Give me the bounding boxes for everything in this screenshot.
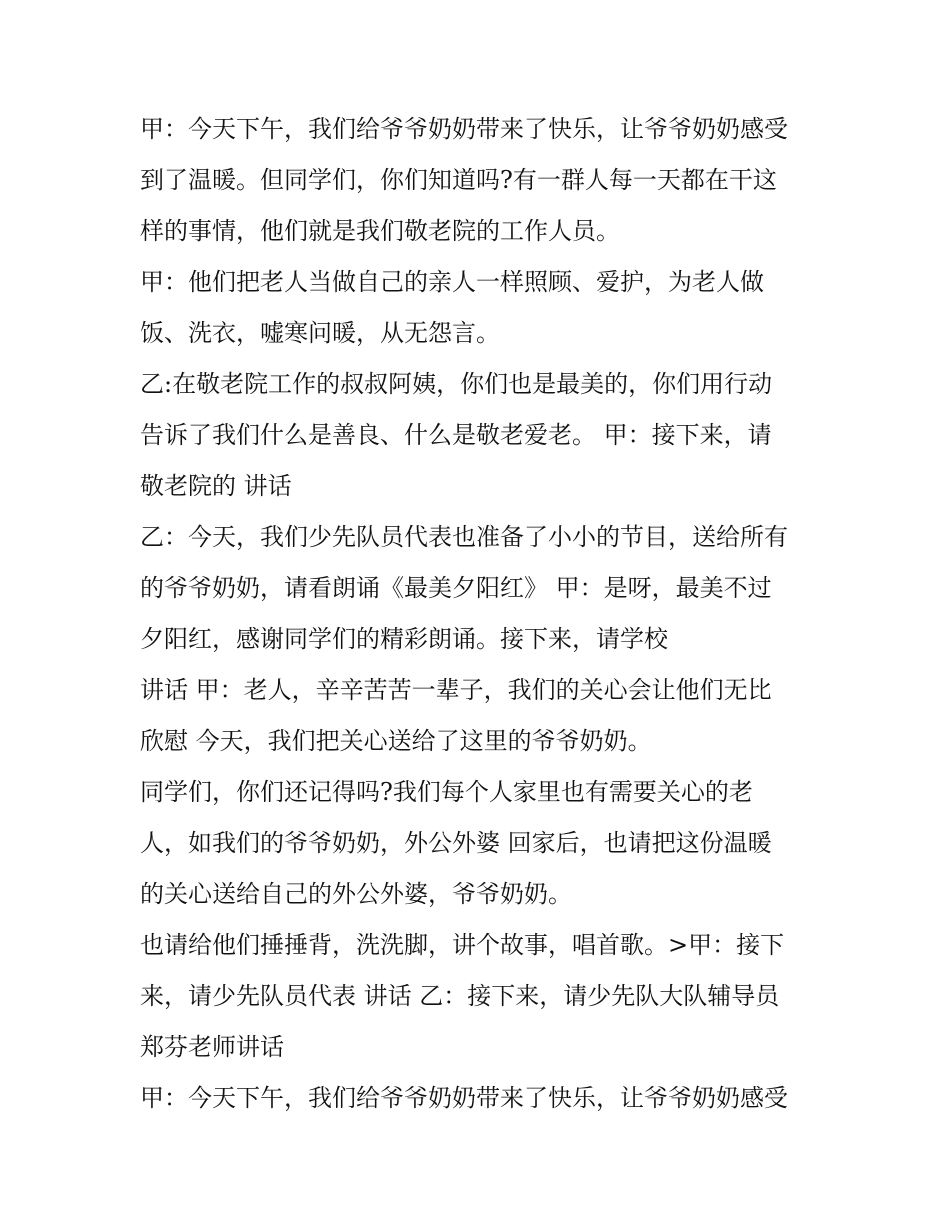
text-line: 欣慰 今天，我们把关心送给了这里的爷爷奶奶。: [140, 727, 652, 755]
text-line: 讲话 甲：老人，辛辛苦苦一辈子，我们的关心会让他们无比: [140, 676, 772, 704]
text-line: 敬老院的 讲话: [140, 472, 292, 500]
text-line: 郑芬老师讲话: [140, 1033, 284, 1061]
document-text-block: [140, 104, 840, 1124]
text-line: 样的事情，他们就是我们敬老院的工作人员。: [140, 217, 620, 245]
text-line: 告诉了我们什么是善良、什么是敬老爱老。 甲：接下来，请: [140, 421, 772, 449]
text-line: 的爷爷奶奶，请看朗诵《最美夕阳红》 甲：是呀，最美不过: [140, 574, 772, 602]
text-line: 来，请少先队员代表 讲话 乙：接下来，请少先队大队辅导员: [140, 982, 780, 1010]
text-line: 甲：他们把老人当做自己的亲人一样照顾、爱护，为老人做: [140, 268, 764, 296]
text-line: 甲：今天下午，我们给爷爷奶奶带来了快乐，让爷爷奶奶感受: [140, 1084, 788, 1112]
text-line: 也请给他们捶捶背，洗洗脚，讲个故事，唱首歌。>甲：接下: [140, 931, 785, 959]
text-line: 夕阳红，感谢同学们的精彩朗诵。接下来，请学校: [140, 625, 668, 653]
text-line: 的关心送给自己的外公外婆，爷爷奶奶。: [140, 880, 572, 908]
text-line: 到了温暖。但同学们，你们知道吗?有一群人每一天都在干这: [140, 166, 777, 194]
text-line: 甲：今天下午，我们给爷爷奶奶带来了快乐，让爷爷奶奶感受: [140, 115, 788, 143]
text-line: 同学们，你们还记得吗?我们每个人家里也有需要关心的老: [140, 778, 753, 806]
text-line: 人，如我们的爷爷奶奶，外公外婆 回家后，也请把这份温暖: [140, 829, 772, 857]
text-line: 饭、洗衣，嘘寒问暖，从无怨言。: [140, 319, 500, 347]
text-line: 乙:在敬老院工作的叔叔阿姨，你们也是最美的，你们用行动: [140, 370, 773, 398]
text-line: 乙：今天，我们少先队员代表也准备了小小的节目，送给所有: [140, 523, 788, 551]
